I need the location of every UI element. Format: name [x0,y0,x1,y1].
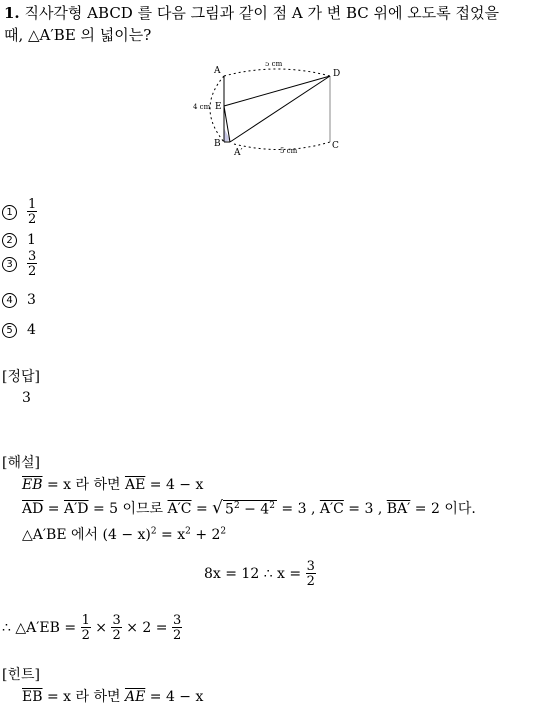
question-text-2: 때, △A′BE 의 넓이는? [4,26,152,44]
segment-eb: $\overline{EB}$ [22,689,43,705]
choice-4-marker: 4 [2,293,17,308]
explanation-line-1 [22,474,203,494]
denominator: 2 [81,628,90,643]
choice-2-value: 1 [27,232,36,248]
arc-top [224,69,330,76]
text: + 2 [190,527,221,543]
fraction [111,614,121,642]
text: = 3 , [343,501,387,517]
text: = 2 이다. [410,501,476,517]
text: − 4 [239,501,270,518]
answer-label: [정답] [2,369,40,385]
answer-value: 3 [22,390,31,406]
explanation-line-2 [22,498,476,518]
segment-ba-prime: BA′ [386,501,411,517]
choice-2-marker: 2 [2,233,17,248]
fraction [306,560,316,588]
text: 8x = 12 ∴ x = [204,566,306,582]
label-a-prime: A′ [234,148,243,158]
choice-5[interactable] [2,322,36,338]
numerator: 1 [81,613,90,628]
square-root: √ $5^2 - 4^2$ [212,498,275,518]
explanation-label: [해설] [2,455,40,471]
segment-ad: $\overline{AD}$ [22,501,44,517]
exponent: 2 [233,501,240,511]
numerator: 3 [306,559,315,574]
segment-a-prime-d [230,76,330,142]
segment-a-prime-d: A′D [63,501,89,517]
segment-a-prime-c: A′C [167,501,192,517]
numerator: 3 [112,613,121,628]
explanation-line-3 [22,524,226,544]
text: △A′BE 에서 (4 − x) [22,527,151,543]
text: = 3 , [276,501,320,517]
text: = x 라 하면 [42,477,125,493]
text: 5 [225,501,234,518]
exponent: 2 [269,501,275,511]
label-side-length: 4 cm [193,103,211,111]
label-a: A [214,66,221,76]
segment-eb: $\overline{EB}$ [22,477,43,493]
text: ∴ △A′EB = [2,620,81,636]
text: = x 라 하면 [42,689,125,705]
label-d: D [333,69,341,79]
choice-3-denominator: 2 [28,264,37,279]
exponent: 2 [220,526,227,537]
denominator: 2 [306,574,315,589]
text: × 2 = [121,620,172,636]
exponent: 2 [185,526,191,537]
label-c: C [332,141,339,151]
choice-1-numerator: 1 [28,197,37,212]
question-text-1: 직사각형 ABCD 를 다음 그림과 같이 점 A 가 변 BC 위에 오도록 접었을 [24,4,499,22]
text: = 4 − x [145,689,204,705]
text: × [90,620,112,636]
choice-4[interactable] [2,292,36,308]
text: = x [156,527,186,543]
choice-4-value: 3 [27,292,36,308]
segment-ae: $\overline{AE}$ [124,477,146,493]
fraction [172,614,182,642]
label-bottom-length: 5 cm [280,147,298,155]
text: = [191,501,213,517]
choice-3-fraction [27,250,37,278]
text: = [43,501,64,517]
fraction [81,614,91,642]
explanation-line-5 [2,614,182,642]
explanation-line-4 [204,560,316,588]
segment-ed [224,76,330,106]
choice-3[interactable] [2,250,37,278]
text: = 4 − x [145,477,204,493]
denominator: 2 [172,628,182,643]
choice-1-fraction [27,198,37,226]
choice-1-denominator: 2 [28,212,37,227]
choice-5-value: 4 [27,322,36,338]
choice-2[interactable] [2,232,36,248]
choice-5-marker: 5 [2,323,17,338]
exponent: 2 [150,526,157,537]
label-b: B [214,139,221,149]
choice-3-marker: 3 [2,257,17,272]
label-e: E [215,102,222,112]
numerator: 3 [172,613,182,628]
choice-1-marker: 1 [2,205,17,220]
question-line-1 [4,2,499,23]
rectangle-fold-figure [188,62,348,158]
hint-label: [힌트] [2,667,40,683]
choice-3-numerator: 3 [28,249,37,264]
label-top-length: 5 cm [265,62,283,68]
segment-ae: $\overline{AE}$ [124,689,146,705]
segment-a-prime-c: A′C [319,501,344,517]
text: = 5 이므로 [88,501,168,517]
choice-1[interactable] [2,198,37,226]
denominator: 2 [112,628,121,643]
hint-line [22,686,203,706]
question-number: 1. [4,4,20,22]
